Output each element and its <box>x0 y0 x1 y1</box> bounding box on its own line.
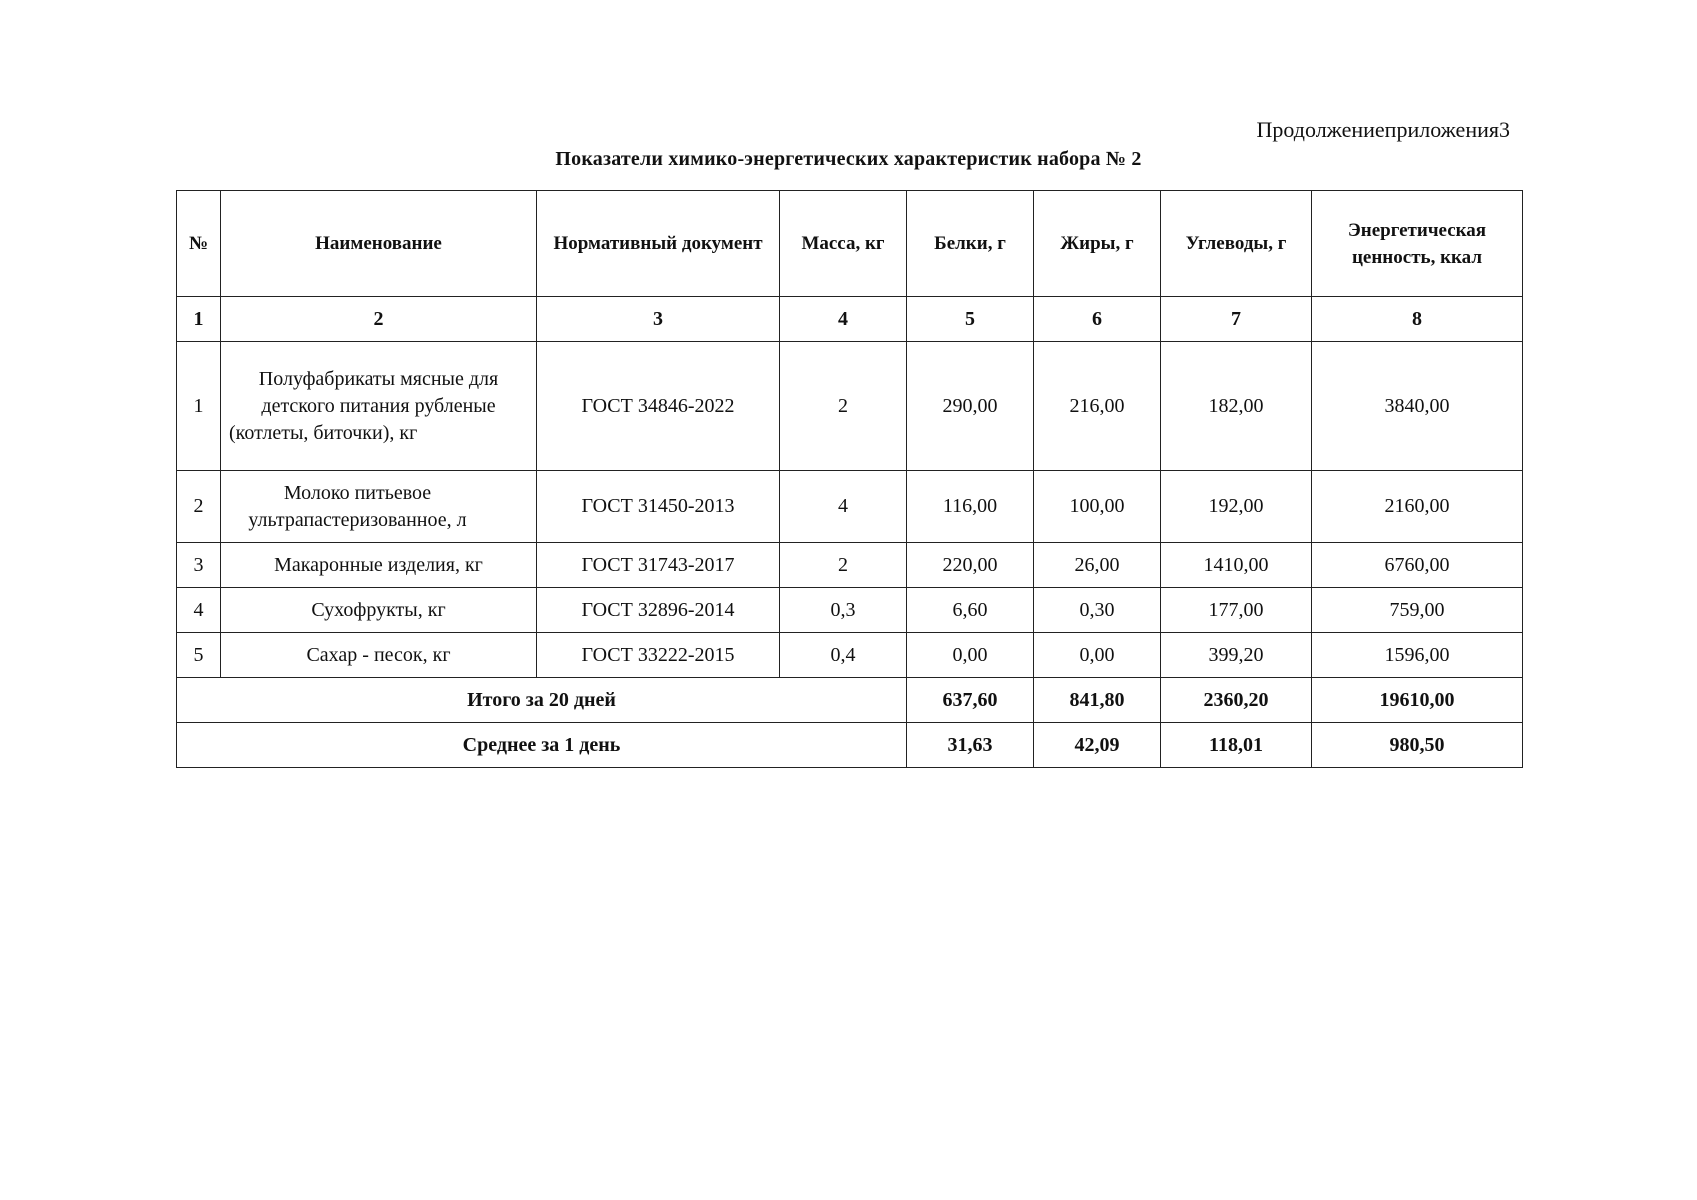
column-number: 8 <box>1312 297 1523 342</box>
mass-value: 2 <box>780 342 907 471</box>
protein-value: 220,00 <box>907 543 1034 588</box>
column-number: 7 <box>1161 297 1312 342</box>
table-row <box>177 471 1523 543</box>
document-title: Показатели химико-энергетических характеристик набора № 2 <box>555 148 1142 170</box>
column-number: 6 <box>1034 297 1161 342</box>
nutrition-table <box>176 190 1523 768</box>
protein-value: 0,00 <box>907 633 1034 678</box>
header-energy: Энергетическая ценность, ккал <box>1312 191 1523 297</box>
energy-value: 759,00 <box>1312 588 1523 633</box>
normative-document: ГОСТ 31743-2017 <box>537 543 780 588</box>
normative-document: ГОСТ 33222-2015 <box>537 633 780 678</box>
row-number: 3 <box>177 543 221 588</box>
average-fat: 42,09 <box>1034 723 1161 768</box>
total-label: Итого за 20 дней <box>177 678 907 723</box>
mass-value: 0,3 <box>780 588 907 633</box>
row-number: 4 <box>177 588 221 633</box>
row-number: 2 <box>177 471 221 543</box>
column-number: 2 <box>221 297 537 342</box>
carbs-value: 399,20 <box>1161 633 1312 678</box>
header-document: Нормативный документ <box>537 191 780 297</box>
energy-value: 1596,00 <box>1312 633 1523 678</box>
energy-value: 3840,00 <box>1312 342 1523 471</box>
header-row <box>177 191 1523 297</box>
header-fat: Жиры, г <box>1034 191 1161 297</box>
header-number: № <box>177 191 221 297</box>
carbs-value: 1410,00 <box>1161 543 1312 588</box>
header-protein: Белки, г <box>907 191 1034 297</box>
total-fat: 841,80 <box>1034 678 1161 723</box>
normative-document: ГОСТ 34846-2022 <box>537 342 780 471</box>
energy-value: 2160,00 <box>1312 471 1523 543</box>
normative-document: ГОСТ 31450-2013 <box>537 471 780 543</box>
carbs-value: 192,00 <box>1161 471 1312 543</box>
product-name: Сахар - песок, кг <box>221 633 537 678</box>
column-number: 4 <box>780 297 907 342</box>
normative-document: ГОСТ 32896-2014 <box>537 588 780 633</box>
protein-value: 290,00 <box>907 342 1034 471</box>
header-name: Наименование <box>221 191 537 297</box>
average-row <box>177 723 1523 768</box>
table-row <box>177 633 1523 678</box>
product-name: Молоко питьевое ультрапастеризованное, л <box>221 471 537 543</box>
fat-value: 100,00 <box>1034 471 1161 543</box>
average-energy: 980,50 <box>1312 723 1523 768</box>
fat-value: 216,00 <box>1034 342 1161 471</box>
average-protein: 31,63 <box>907 723 1034 768</box>
column-number-row <box>177 297 1523 342</box>
protein-value: 6,60 <box>907 588 1034 633</box>
header-carbs: Углеводы, г <box>1161 191 1312 297</box>
fat-value: 26,00 <box>1034 543 1161 588</box>
average-carbs: 118,01 <box>1161 723 1312 768</box>
carbs-value: 177,00 <box>1161 588 1312 633</box>
table-row <box>177 543 1523 588</box>
product-name: Сухофрукты, кг <box>221 588 537 633</box>
protein-value: 116,00 <box>907 471 1034 543</box>
column-number: 3 <box>537 297 780 342</box>
product-name: Полуфабрикаты мясные для детского питания рубленые (котлеты, биточки), кг <box>221 342 537 471</box>
mass-value: 0,4 <box>780 633 907 678</box>
fat-value: 0,30 <box>1034 588 1161 633</box>
mass-value: 4 <box>780 471 907 543</box>
row-number: 1 <box>177 342 221 471</box>
column-number: 1 <box>177 297 221 342</box>
fat-value: 0,00 <box>1034 633 1161 678</box>
row-number: 5 <box>177 633 221 678</box>
table-row <box>177 342 1523 471</box>
mass-value: 2 <box>780 543 907 588</box>
carbs-value: 182,00 <box>1161 342 1312 471</box>
continuation-note: Продолжениеприложения3 <box>1256 117 1510 142</box>
column-number: 5 <box>907 297 1034 342</box>
average-label: Среднее за 1 день <box>177 723 907 768</box>
product-name: Макаронные изделия, кг <box>221 543 537 588</box>
total-energy: 19610,00 <box>1312 678 1523 723</box>
total-carbs: 2360,20 <box>1161 678 1312 723</box>
table-row <box>177 588 1523 633</box>
energy-value: 6760,00 <box>1312 543 1523 588</box>
header-mass: Масса, кг <box>780 191 907 297</box>
total-protein: 637,60 <box>907 678 1034 723</box>
total-row <box>177 678 1523 723</box>
